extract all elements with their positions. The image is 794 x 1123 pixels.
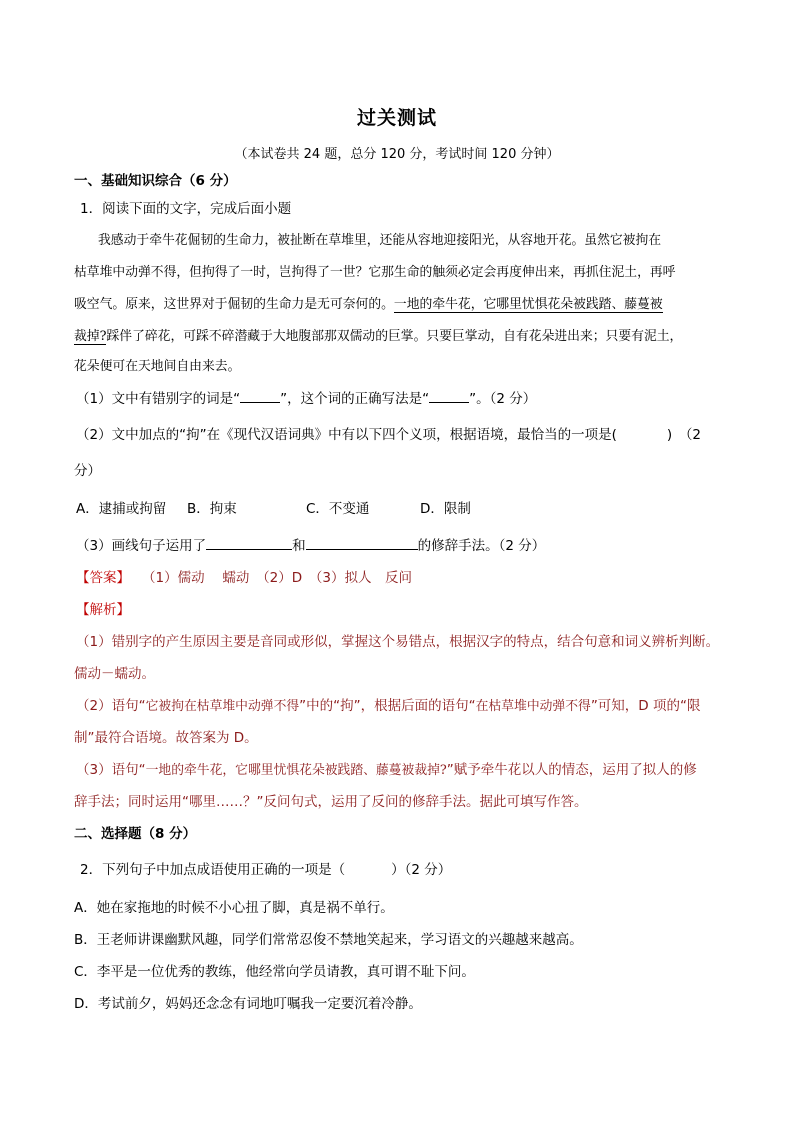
answer-blank[interactable] bbox=[306, 537, 418, 550]
passage-text: 踩伴了碎花，可踩不碎潜藏于大地腹部那双儒动的巨掌。只要巨掌动，自有花朵进出来；只要有泥土， bbox=[106, 329, 683, 344]
answer-label: 【答案】 bbox=[76, 570, 130, 586]
analysis-paragraph: （3）语句“一地的牵牛花，它哪里忧惧花朵被践踏、藤蔓被裁掉?”赋予牵牛花以人的情态，运用了拟人的修 bbox=[76, 762, 697, 778]
option-a: A．逮捕或拘留 bbox=[76, 501, 167, 517]
answer-blank[interactable] bbox=[429, 390, 469, 403]
q2-option-a: A．她在家拖地的时候不小心扭了脚，真是祸不单行。 bbox=[74, 900, 394, 916]
page-title: 过关测试 bbox=[356, 107, 437, 129]
passage-text: 吸空气。原来，这世界对于倔韧的生命力是无可奈何的。 bbox=[74, 297, 394, 312]
sub-question-1: （1）文中有错别字的词是“ ”，这个词的正确写法是“ ”。（2 分） bbox=[76, 391, 537, 407]
underlined-sentence: 裁掉? bbox=[74, 329, 107, 344]
option-d: D．限制 bbox=[420, 501, 471, 517]
option-c: C．不变通 bbox=[306, 501, 370, 517]
analysis-paragraph: （1）错别字的产生原因主要是音同或形似，掌握这个易错点，根据汉字的特点，结合句意和词义辨析判断。 bbox=[76, 634, 720, 650]
answer-text: （1）儒动 蠕动 （2）D （3）拟人 反问 bbox=[142, 570, 412, 586]
answer-line bbox=[76, 569, 412, 587]
analysis-paragraph: （2）语句“它被拘在枯草堆中动弹不得”中的“拘”，根据后面的语句“在枯草堆中动弹不得”可知，D 项的“限 bbox=[76, 698, 701, 714]
option-b: B．拘束 bbox=[187, 501, 237, 517]
underlined-sentence: 一地的牵牛花，它哪里忧惧花朵被践踏、藤蔓被 bbox=[393, 297, 663, 312]
passage-line: 枯草堆中动弹不得，但拘得了一时，岂拘得了一世？它那生命的触须必定会再度伸出来，再抓住泥土，再呼 bbox=[74, 265, 676, 280]
passage-line: 我感动于牵牛花倔韧的生命力，被扯断在草堆里，还能从容地迎接阳光，从容地开花。虽然它被拘在 bbox=[98, 233, 662, 248]
passage-line bbox=[74, 296, 663, 314]
section1-heading: 一、基础知识综合（6 分） bbox=[74, 173, 237, 189]
answer-blank[interactable] bbox=[206, 537, 292, 550]
section2-heading: 二、选择题（8 分） bbox=[74, 826, 197, 842]
analysis-paragraph: 制”最符合语境。故答案为 D。 bbox=[74, 730, 258, 746]
analysis-label: 【解析】 bbox=[76, 602, 130, 618]
page-subtitle: （本试卷共 24 题，总分 120 分，考试时间 120 分钟） bbox=[234, 147, 560, 162]
passage-line: 花朵便可在天地间自由来去。 bbox=[74, 359, 241, 374]
sub-question-2-cont: 分） bbox=[74, 463, 101, 479]
q2-option-c: C．李平是一位优秀的教练，他经常向学员请教，真可谓不耻下问。 bbox=[74, 964, 475, 980]
answer-blank[interactable] bbox=[240, 390, 280, 403]
sub-question-2: （2）文中加点的“拘”在《现代汉语词典》中有以下四个义项，根据语境，最恰当的一项是( ) （2 bbox=[76, 427, 701, 443]
q1-stem: 1．阅读下面的文字，完成后面小题 bbox=[80, 201, 292, 217]
q2-option-d: D．考试前夕，妈妈还念念有词地叮嘱我一定要沉着冷静。 bbox=[74, 996, 422, 1012]
analysis-paragraph: 儒动－蠕动。 bbox=[74, 666, 155, 682]
analysis-paragraph: 辞手法；同时运用“哪里……？”反问句式，运用了反问的修辞手法。据此可填写作答。 bbox=[74, 794, 588, 810]
passage-line bbox=[74, 328, 682, 346]
q2-option-b: B．王老师讲课幽默风趣，同学们常常忍俊不禁地笑起来，学习语文的兴趣越来越高。 bbox=[74, 932, 583, 948]
sub-question-3: （3）画线句子运用了 和 的修辞手法。（2 分） bbox=[76, 538, 546, 554]
q2-stem: 2．下列句子中加点成语使用正确的一项是（ ）（2 分） bbox=[80, 862, 452, 878]
